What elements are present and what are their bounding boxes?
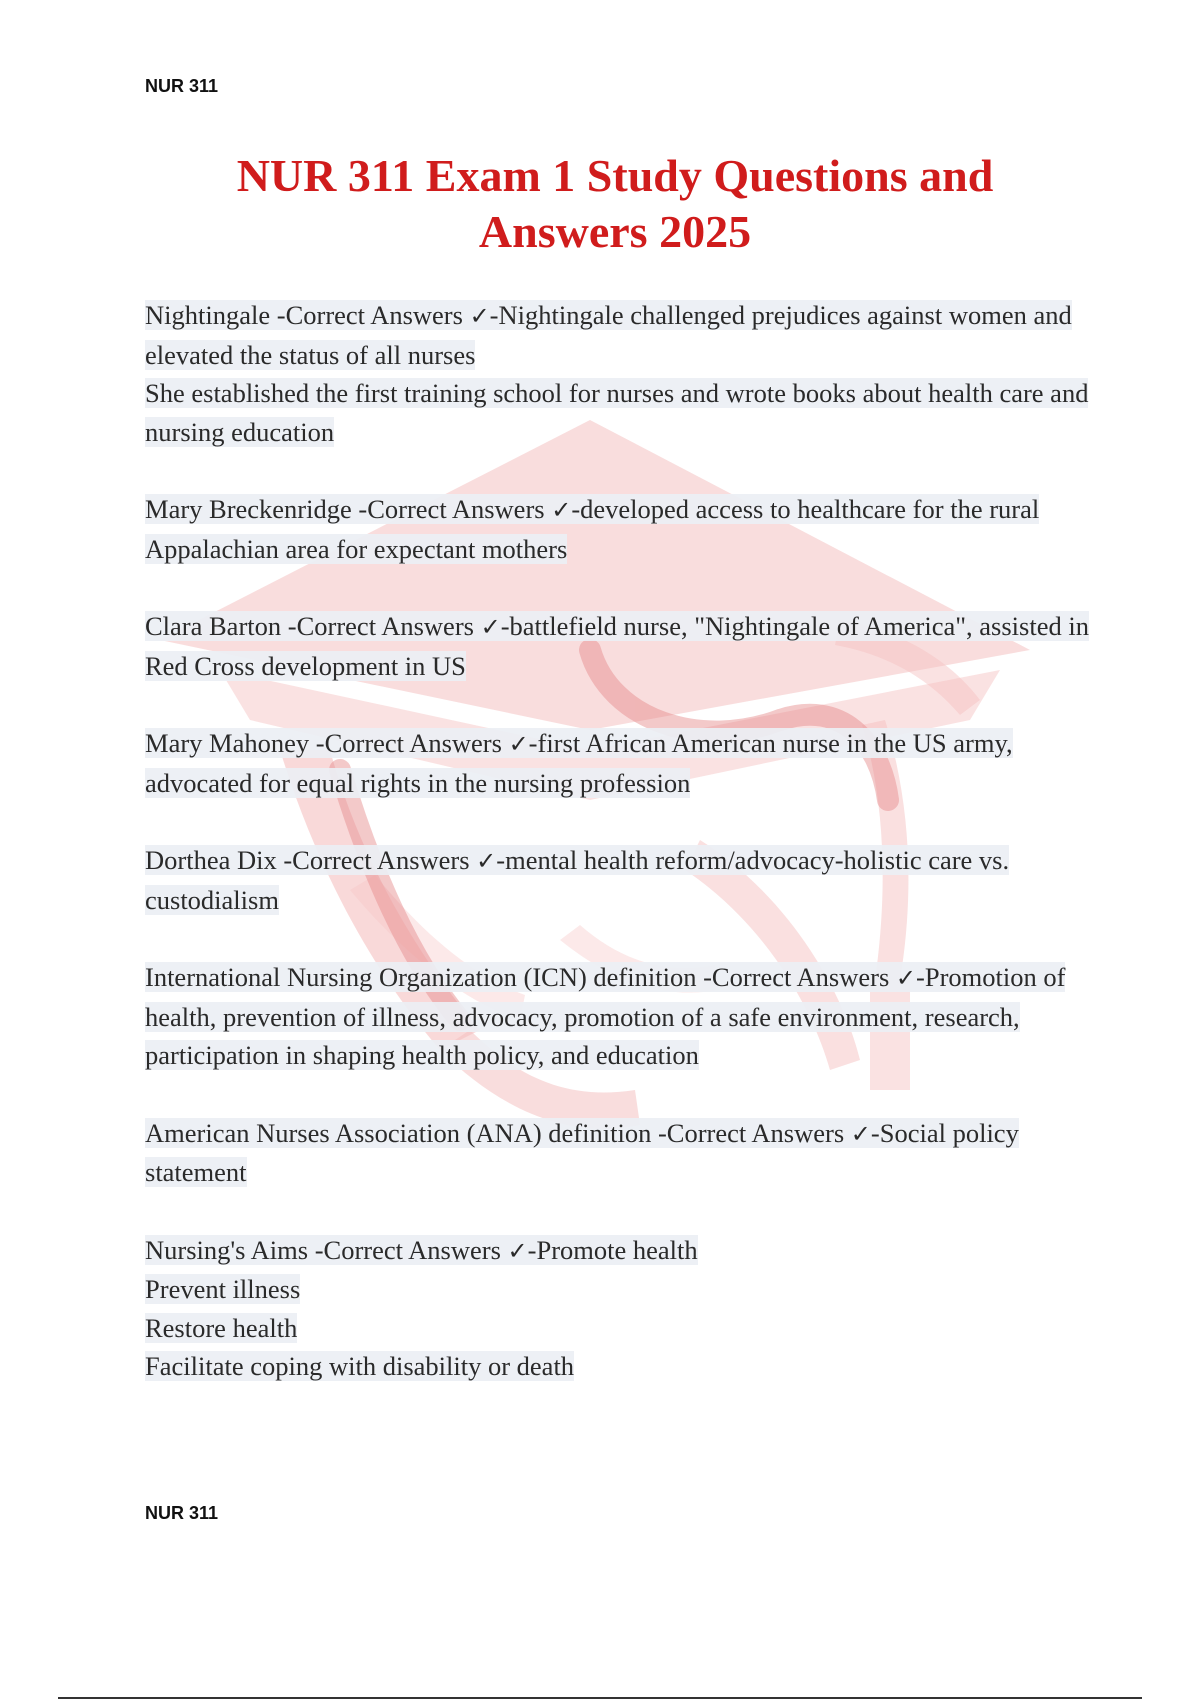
qa-separator: -Correct Answers <box>651 1117 851 1148</box>
page-bottom-rule <box>58 1697 1142 1699</box>
qa-first-line <box>145 296 1095 374</box>
qa-term: International Nursing Organization (ICN) definition <box>145 962 697 992</box>
qa-entry <box>145 1114 1095 1192</box>
qa-answer: -Social policy statement <box>145 1117 1019 1187</box>
qa-answer: -mental health reform/advocacy-holistic care vs. custodialism <box>145 845 1010 915</box>
qa-answer: -Promotion of health, prevention of illness, advocacy, promotion of a safe environment, research, participation in shaping health policy, and education <box>145 962 1066 1070</box>
title-line-2: Answers 2025 <box>478 206 752 257</box>
qa-answer: Restore health <box>145 1312 298 1343</box>
qa-highlight <box>145 728 1013 798</box>
qa-answer: -developed access to healthcare for the rural Appalachian area for expectant mothers <box>145 494 1040 564</box>
check-icon: ✓ <box>507 1236 528 1265</box>
qa-highlight <box>145 845 1009 915</box>
qa-entry <box>145 841 1095 919</box>
qa-answer: She established the first training school for nurses and wrote books about health care and nursing education <box>145 378 1089 447</box>
page-title <box>120 148 1110 260</box>
qa-highlight <box>145 962 1065 1070</box>
qa-highlight <box>145 1235 698 1265</box>
qa-first-line <box>145 958 1095 1075</box>
check-icon: ✓ <box>850 1119 871 1148</box>
qa-highlight <box>145 494 1039 564</box>
qa-term: Nightingale <box>145 300 271 330</box>
qa-separator: -Correct Answers <box>270 300 470 330</box>
check-icon: ✓ <box>551 496 572 524</box>
check-icon: ✓ <box>895 964 917 992</box>
qa-first-line <box>145 490 1095 568</box>
qa-highlight <box>145 1118 1019 1188</box>
qa-first-line <box>145 1114 1095 1192</box>
qa-first-line <box>145 607 1095 685</box>
qa-answer: -Promote health <box>527 1234 698 1265</box>
qa-entry <box>145 296 1095 451</box>
qa-answer: -battlefield nurse, "Nightingale of America", assisted in Red Cross development in US <box>145 611 1089 681</box>
footer-course-code: NUR 311 <box>145 1503 219 1523</box>
qa-answer: Prevent illness <box>145 1274 301 1304</box>
header-course-code: NUR 311 <box>145 76 219 96</box>
check-icon: ✓ <box>469 302 490 330</box>
qa-separator: -Correct Answers <box>309 728 509 758</box>
qa-separator: -Correct Answers <box>281 611 481 641</box>
qa-entry <box>145 724 1095 802</box>
qa-separator: -Correct Answers <box>351 494 552 524</box>
qa-term: American Nurses Association (ANA) definition <box>145 1117 652 1148</box>
qa-answer: -Nightingale challenged prejudices against women and elevated the status of all nurses <box>145 300 1072 370</box>
qa-separator: -Correct Answers <box>276 845 477 875</box>
qa-highlight <box>145 611 1089 681</box>
qa-first-line <box>145 724 1095 802</box>
qa-term: Clara Barton <box>145 611 282 641</box>
qa-term: Nursing's Aims <box>145 1234 309 1265</box>
qa-term: Mary Mahoney <box>145 728 310 758</box>
qa-answer-line <box>145 1270 1095 1309</box>
qa-list <box>145 296 1095 1425</box>
qa-first-line <box>145 1231 1095 1271</box>
check-icon: ✓ <box>480 613 501 641</box>
qa-highlight <box>145 300 1072 370</box>
qa-entry <box>145 1231 1095 1386</box>
title-line-1: NUR 311 Exam 1 Study Questions and <box>236 150 994 201</box>
qa-answer-line <box>145 1347 1095 1386</box>
qa-term: Dorthea Dix <box>145 845 277 875</box>
check-icon: ✓ <box>508 730 529 758</box>
qa-entry <box>145 958 1095 1075</box>
qa-separator: -Correct Answers <box>696 962 896 992</box>
qa-entry <box>145 607 1095 685</box>
qa-answer-line <box>145 1309 1095 1348</box>
qa-separator: -Correct Answers <box>308 1234 508 1265</box>
qa-entry <box>145 490 1095 568</box>
qa-term: Mary Breckenridge <box>145 494 352 524</box>
check-icon: ✓ <box>476 847 497 875</box>
qa-answer-line <box>145 374 1095 451</box>
qa-first-line <box>145 841 1095 919</box>
qa-answer: -first African American nurse in the US army, advocated for equal rights in the nursing profession <box>145 728 1013 798</box>
qa-answer: Facilitate coping with disability or death <box>145 1351 575 1381</box>
